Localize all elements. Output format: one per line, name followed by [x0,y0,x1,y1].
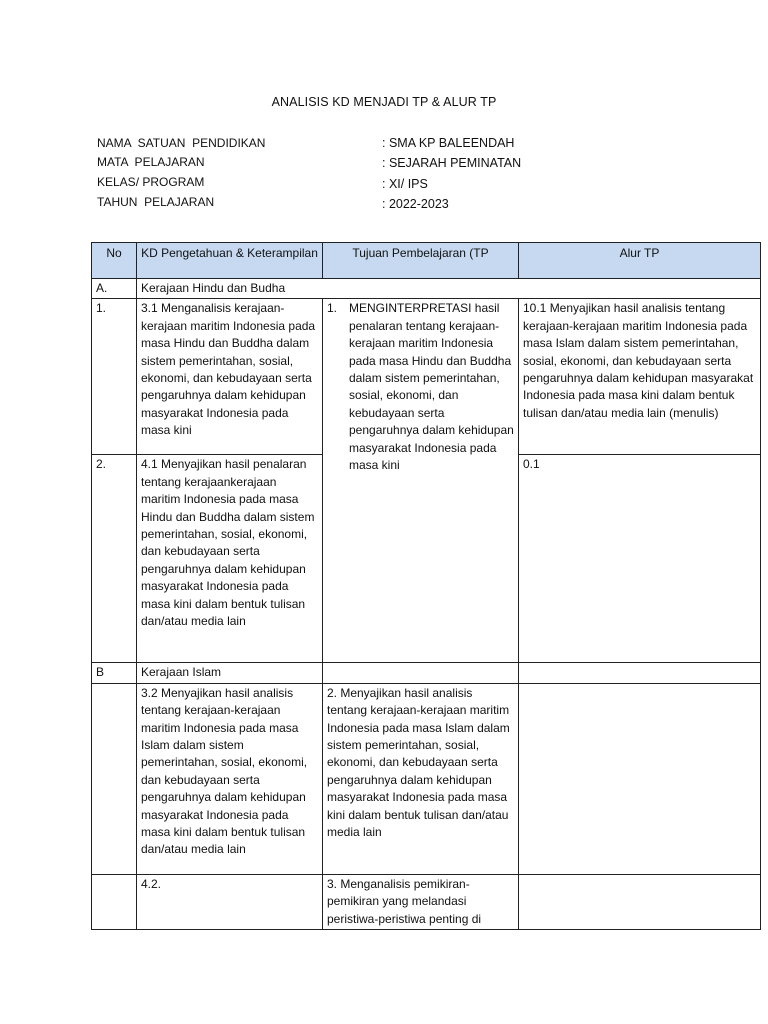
row2-kd: 4.1 Menyajikan hasil penalaran tentang kerajaankerajaan maritim Indonesia pada masa Hindu dan Buddha dalam sistem pemerintahan, sosial, ekonomi, dan kebudayaan serta pengaruhnya dalam kehidupan masyarakat Indonesia pada masa kini dalam bentuk tulisan dan/atau media lain [137,455,323,663]
info-label-class: KELAS/ PROGRAM [97,175,205,189]
info-label-subject: MATA PELAJARAN [97,155,205,169]
row4-tp: 3. Menganalisis pemikiran-pemikiran yang melandasi peristiwa-peristiwa penting di [323,874,519,929]
row4-alur [519,874,761,929]
row1-no: 1. [92,299,137,455]
row2-alur: 0.1 [519,455,761,663]
section-row-a [92,279,761,299]
info-label-year: TAHUN PELAJARAN [97,195,215,209]
row3-alur [519,683,761,874]
row1-kd: 3.1 Menganalisis kerajaan-kerajaan maritim Indonesia pada masa Hindu dan Buddha dalam sistem pemerintahan, sosial, ekonomi, dan kebudayaan serta pengaruhnya dalam kehidupan masyarakat Indonesia pada masa kini [137,299,323,455]
header-kd: KD Pengetahuan & Keterampilan [137,243,323,279]
table-row [92,874,761,929]
table-row [92,299,761,455]
info-label-school: NAMA SATUAN PENDIDIKAN [97,136,266,150]
section-a-no: A. [92,279,137,299]
header-no: No [92,243,137,279]
header-alur: Alur TP [519,243,761,279]
row1-tp-text: MENGINTERPRETASI hasil penalaran tentang kerajaan-kerajaan maritim Indonesia pada masa Hindu dan Buddha dalam sistem pemerintahan, sosial, ekonomi, dan kebudayaan serta pengaruhnya dalam kehidupan masyarakat Indonesia pada masa kini [349,301,514,473]
section-b-empty-alur [519,663,761,683]
row4-no [92,874,137,929]
row1-tp-cell [323,299,519,663]
table-row [92,683,761,874]
row2-no: 2. [92,455,137,663]
analysis-table [91,242,761,930]
info-value-class: : XI/ IPS [382,177,428,191]
info-value-subject: : SEJARAH PEMINATAN [382,156,522,170]
info-value-year: : 2022-2023 [382,197,449,211]
row1-alur: 10.1 Menyajikan hasil analisis tentang kerajaan-kerajaan maritim Indonesia pada masa Islam dalam sistem pemerintahan, sosial, ekonomi, dan kebudayaan serta pengaruhnya dalam kehidupan masyarakat Indonesia pada masa kini dalam bentuk tulisan dan/atau media lain (menulis) [519,299,761,455]
section-b-no: B [92,663,137,683]
table-header-row [92,243,761,279]
info-value-school: : SMA KP BALEENDAH [382,136,515,150]
section-a-label: Kerajaan Hindu dan Budha [137,279,761,299]
section-b-label: Kerajaan Islam [137,663,323,683]
row3-tp: 2. Menyajikan hasil analisis tentang kerajaan-kerajaan maritim Indonesia pada masa Islam dalam sistem pemerintahan, sosial, ekonomi, dan kebudayaan serta pengaruhnya dalam kehidupan masyarakat Indonesia pada masa kini dalam bentuk tulisan dan/atau media lain [323,683,519,874]
row4-kd: 4.2. [137,874,323,929]
row1-tp-number: 1. [327,301,338,316]
section-row-b [92,663,761,683]
header-tp: Tujuan Pembelajaran (TP [323,243,519,279]
row3-kd: 3.2 Menyajikan hasil analisis tentang kerajaan-kerajaan maritim Indonesia pada masa Islam dalam sistem pemerintahan, sosial, ekonomi, dan kebudayaan serta pengaruhnya dalam kehidupan masyarakat Indonesia pada masa kini dalam bentuk tulisan dan/atau media lain [137,683,323,874]
document-title: ANALISIS KD MENJADI TP & ALUR TP [271,95,497,109]
section-b-empty-tp [323,663,519,683]
row3-no [92,683,137,874]
